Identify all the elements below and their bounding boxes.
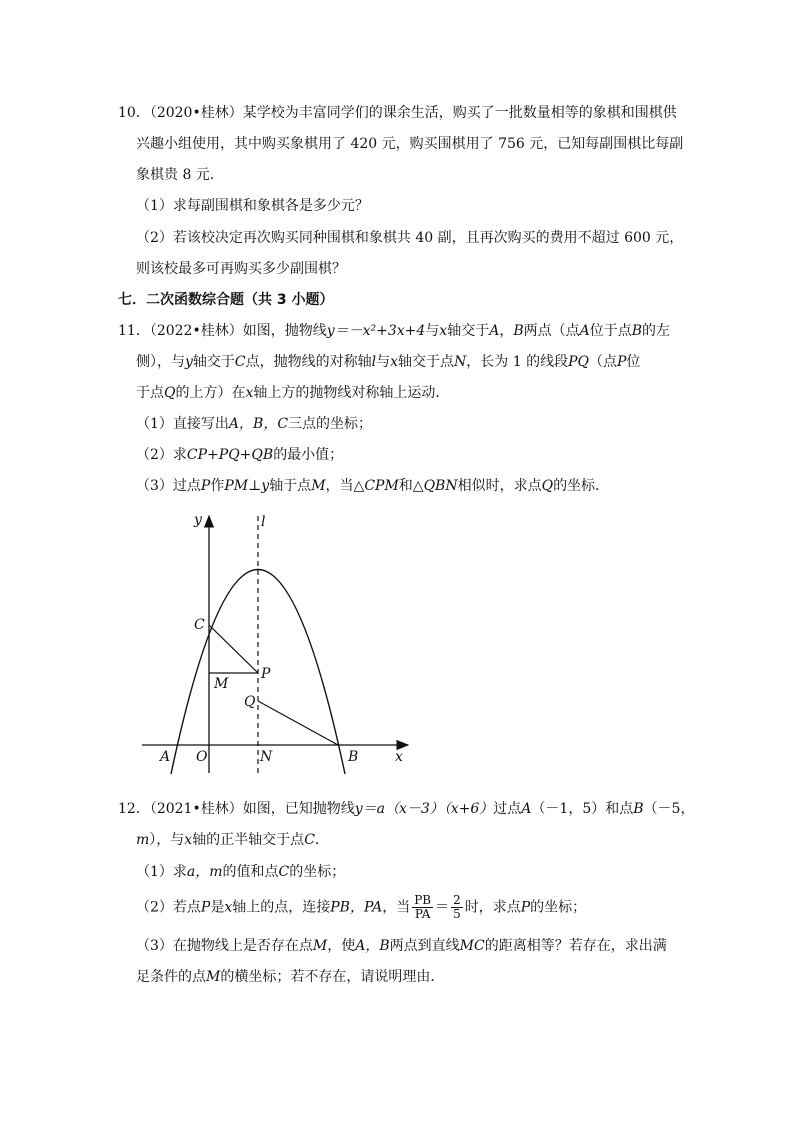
- label-b: B: [348, 749, 359, 765]
- q11-part-3: （3）过点P作PM⊥y轴于点M，当△CPM和△QBN相似时，求点Q的坐标．: [136, 478, 610, 494]
- q11-part-1: （1）直接写出A，B，C三点的坐标；: [136, 416, 373, 432]
- label-x: x: [395, 749, 403, 765]
- label-o: O: [196, 749, 208, 765]
- label-m: M: [214, 676, 229, 692]
- q11-line-2: 侧），与y轴交于C点，抛物线的对称轴l与x轴交于点N，长为 1 的线段PQ（点P位: [136, 354, 641, 370]
- q10-line-1: 10．（2020•桂林）某学校为丰富同学们的课余生活，购买了一批数量相等的象棋和围棋供: [118, 105, 677, 121]
- label-y: y: [194, 512, 202, 528]
- q12-part-2: （2）若点P是x轴上的点，连接PB，PA，当 $\frac{PB}{PA}$ ＝ $\frac{2}{5}$ 时，求点P的坐标；: [136, 893, 587, 921]
- label-q: Q: [244, 694, 256, 710]
- section-heading: 七．二次函数综合题（共 3 小题）: [118, 292, 334, 308]
- q12-part-1: （1）求a，m的值和点C的坐标；: [136, 864, 346, 880]
- label-a: A: [160, 749, 171, 765]
- q12-part-3-line-1: （3）在抛物线上是否存在点M，使A，B两点到直线MC的距离相等？若存在，求出满: [136, 938, 667, 954]
- q12-line-2: m），与x轴的正半轴交于点C．: [136, 832, 329, 848]
- q10-line-2: 兴趣小组使用，其中购买象棋用了 420 元，购买围棋用了 756 元，已知每副围棋比每副: [136, 136, 684, 152]
- q11-line-3: 于点Q的上方）在x轴上方的抛物线对称轴上运动．: [136, 385, 450, 401]
- fraction-pb-pa: $\frac{PB}{PA}$: [414, 893, 432, 921]
- label-p: P: [261, 666, 271, 682]
- label-c: C: [194, 617, 205, 633]
- q10-part-2-line-2: 则该校最多可再购买多少副围棋？: [136, 261, 346, 277]
- q11-part-2: （2）求CP+PQ+QB的最小值；: [136, 447, 344, 463]
- label-n: N: [260, 749, 273, 765]
- segment-qb: [258, 701, 338, 745]
- fraction-2-5: $\frac{2}{5}$: [453, 893, 461, 921]
- q10-part-1: （1）求每副围棋和象棋各是多少元？: [136, 198, 369, 214]
- q12-part-3-line-2: 足条件的点M的横坐标；若不存在，请说明理由．: [136, 969, 445, 985]
- parabola-figure: [130, 508, 420, 778]
- q12-line-1: 12．（2021•桂林）如图，已知抛物线y＝a（x－3）（x+6）过点A（－1，5）和点B（－5，: [118, 801, 695, 817]
- q10-line-3: 象棋贵 8 元．: [136, 167, 224, 183]
- segment-cp: [209, 625, 258, 673]
- label-l: l: [261, 514, 266, 530]
- q10-part-2-line-1: （2）若该校决定再次购买同种围棋和象棋共 40 副，且再次购买的费用不超过 600 元，: [136, 230, 684, 246]
- q11-line-1: 11．（2022•桂林）如图，抛物线y＝－x²+3x+4与x轴交于A，B两点（点A位于点B的左: [118, 323, 671, 339]
